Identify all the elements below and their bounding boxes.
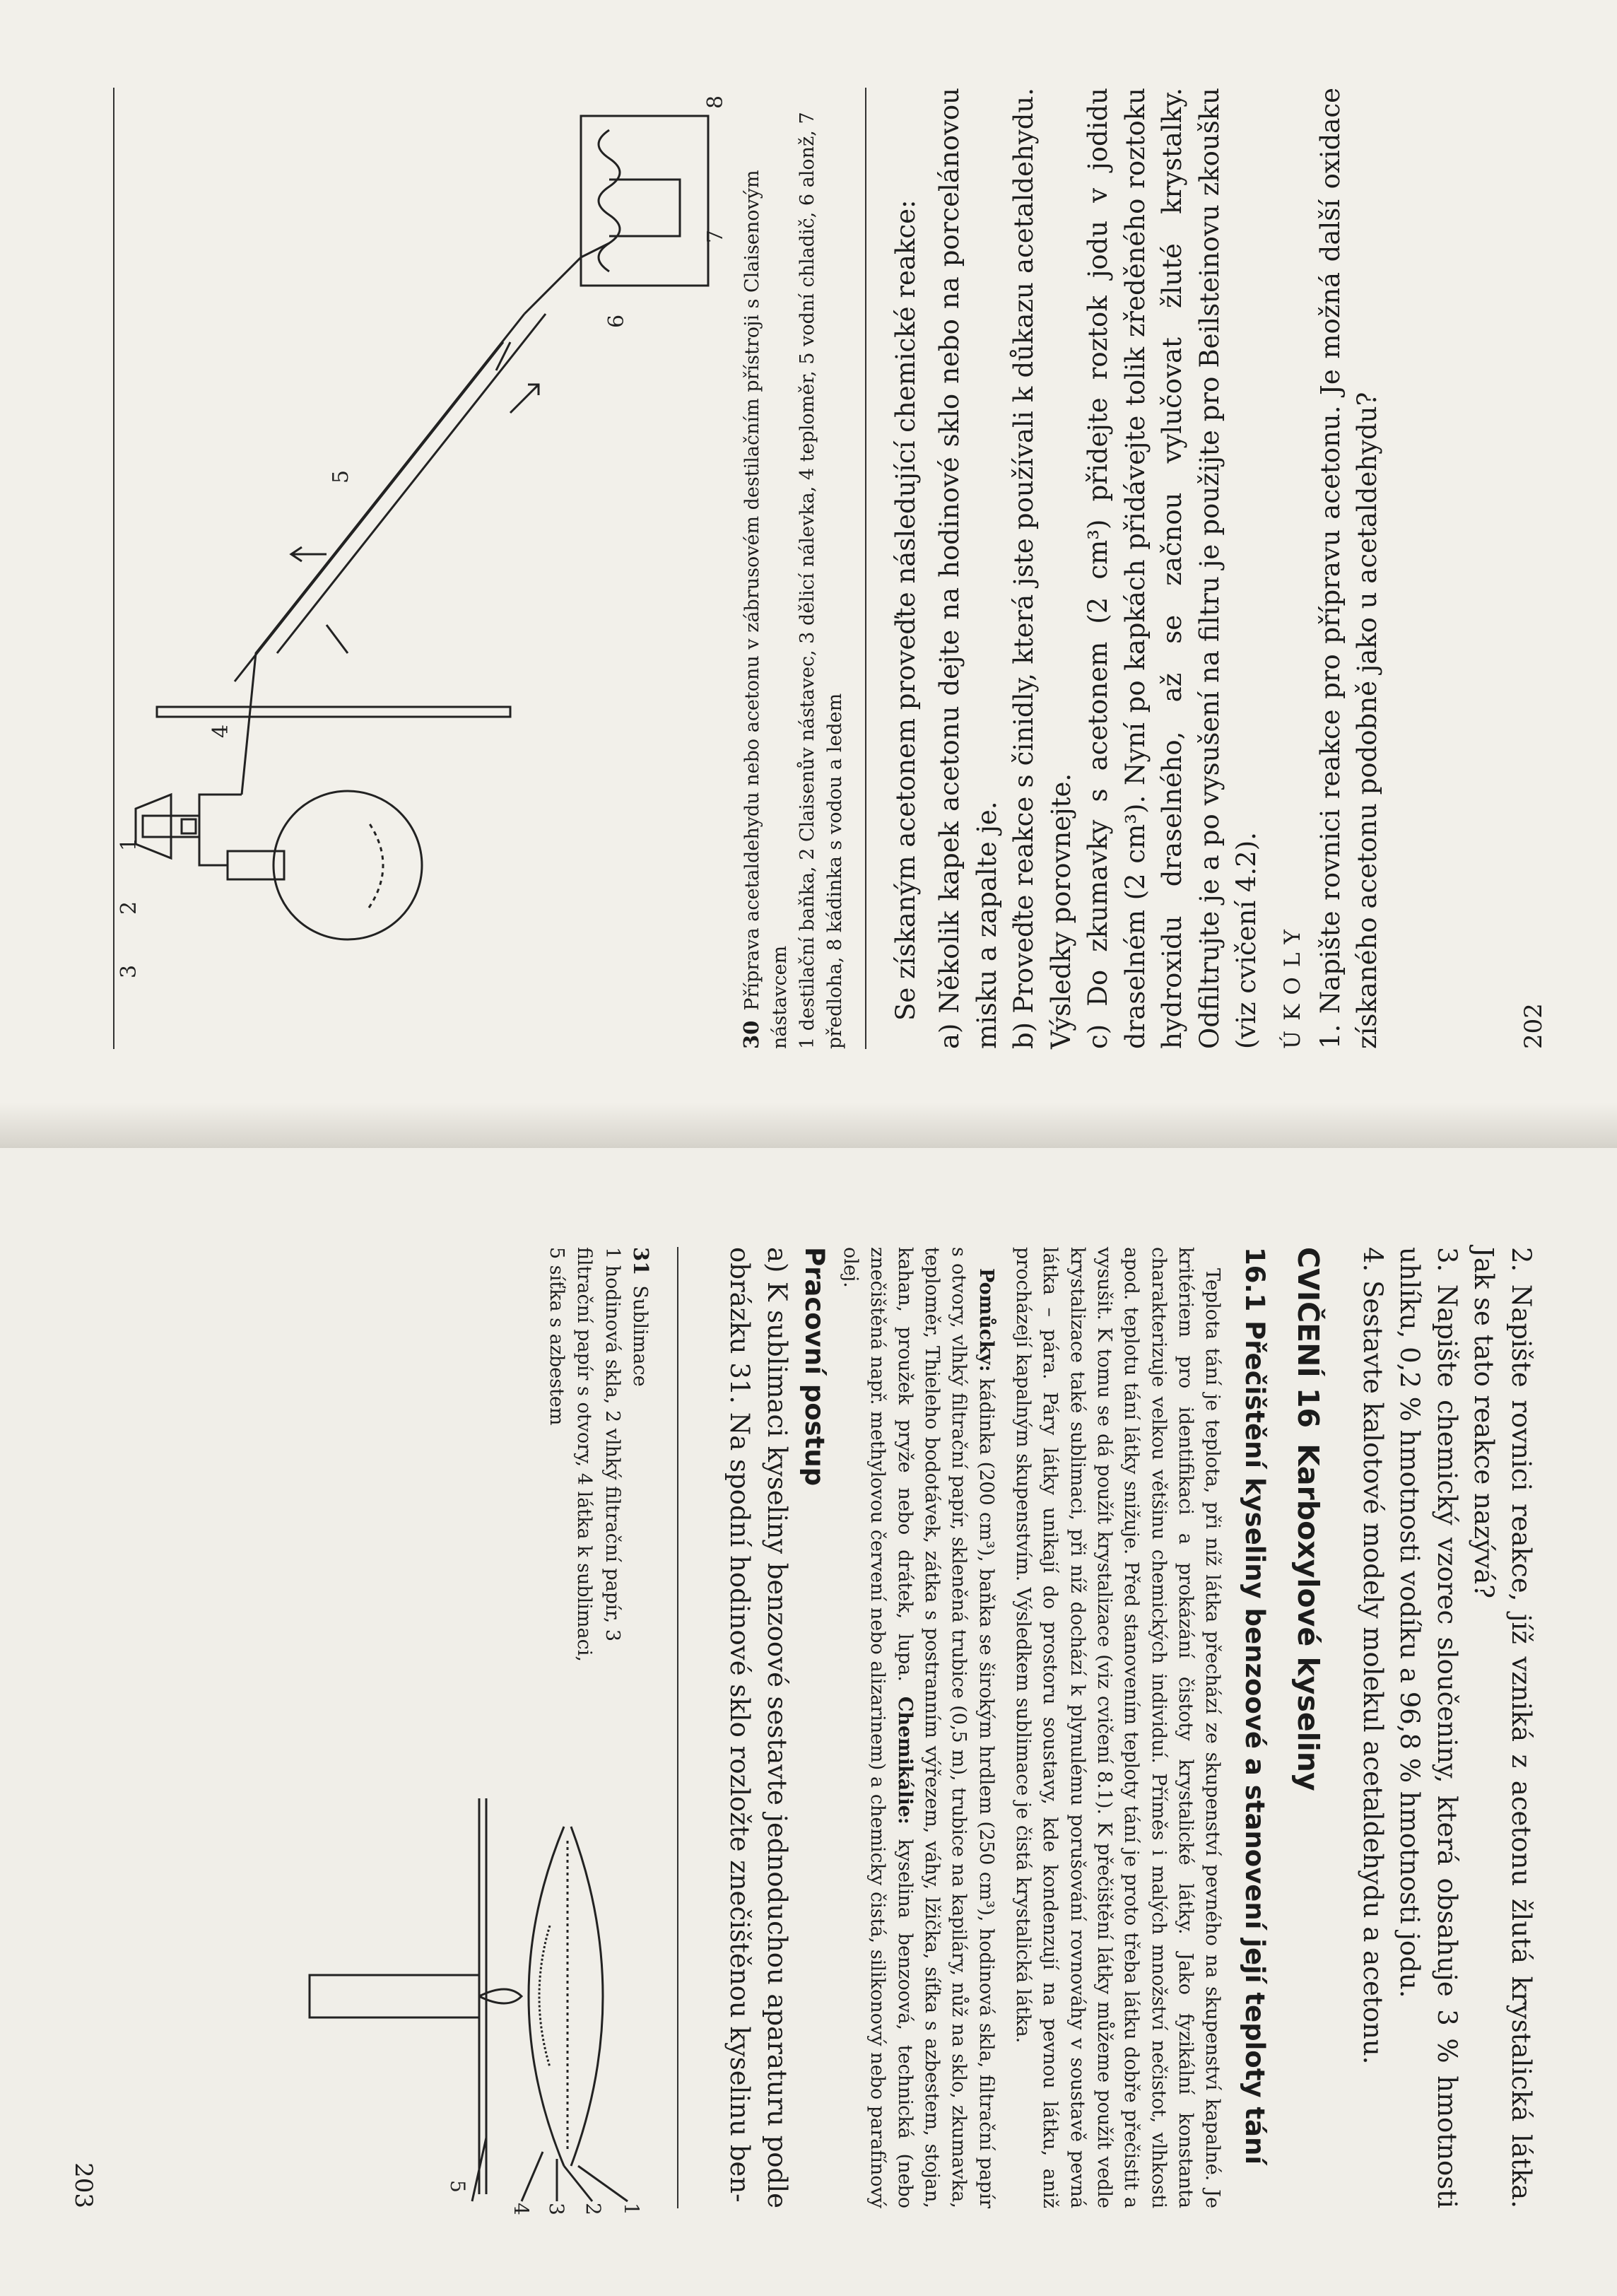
lower-watch-glass: [529, 1827, 564, 2166]
thermometer: [157, 707, 510, 717]
fig30-label-2: 2: [117, 901, 141, 915]
upper-watch-glass: [571, 1827, 603, 2166]
exercise-heading: [1291, 1247, 1325, 2208]
fig30-label-8: 8: [703, 95, 728, 109]
section-title: 16.1 Přečištění kyseliny benzoové a stanovení její teploty tání: [1240, 1247, 1271, 2165]
reaction-a: a) Několik kapek acetonu dejte na hodinové sklo nebo na porcelánovou misku a zapalte je.: [934, 88, 1002, 1049]
fig30-label-5: 5: [329, 469, 353, 484]
task-3: 3. Napište chemický vzorec sloučeniny, která obsahuje 3 % hmotnosti uhlíku, 0,2 % hmotnosti vodíku a 96,8 % hmotnosti jodu.: [1394, 1247, 1462, 2208]
figure-31-legend: 1 hodinová skla, 2 vlhký filtrační papír, 3 filtrační papír s otvory, 4 látka k sublimaci, 5 síťka s azbestem: [546, 1247, 623, 1662]
figure-31-rule: [677, 1247, 678, 2208]
task-2: 2. Napište rovnici reakce, jíž vzniká z acetonu žlutá krystalická látka. Jak se tato reakce nazývá?: [1469, 1247, 1536, 2208]
pomucky-label: Pomůcky:: [975, 1268, 997, 1372]
fig31-label-4: 4: [509, 2203, 533, 2215]
chemikalie-text: kyselina benzoová, technická (nebo znečištěná např. methylovou červení nebo alizarinem) a chemicky čistá, silikonový nebo parafínový olej.: [840, 1247, 916, 2208]
figure-31-title: Sublimace: [628, 1285, 651, 1387]
reaction-b: b) Proveďte reakce s činidly, která jste používali k důkazu acetaldehydu. Výsledky porovnejte.: [1009, 88, 1076, 1049]
postup-a: a) K sublimaci kyseliny benzoové sestavte jednoduchou aparaturu podle obrázku 31. Na spodní hodinové sklo rozložte znečištěnou kyselinu ben-: [724, 1247, 792, 2208]
distillation-flask: [274, 791, 422, 939]
figure-30-distillation-apparatus: [114, 88, 736, 1049]
chemikalie-label: Chemikálie:: [893, 1696, 916, 1824]
page-number-203: 203: [69, 2162, 98, 2208]
right-page-scan: [0, 1148, 1617, 2296]
figure-30-title: Příprava acetaldehydu nebo acetonu v zábrusovém destilačním přístroji s Claisenovým nástavcem: [741, 170, 792, 1049]
fig30-label-4: 4: [208, 724, 233, 738]
fig30-label-7: 7: [703, 229, 728, 243]
caption-rule: [865, 88, 866, 1049]
pomucky-text: kádinka (200 cm³), baňka se širokým hrdlem (250 cm³), hodinová skla, filtrační papír s otvory, vlhký filtrační papír, skleněná trubice (0,5 m), trubice na kapiláry, nůž na sklo, zkumavka, teploměr, Thieleho bodotávek, zátka s postranním výřezem, váhy, lžička, síťka s azbestem, stojan, kahan, proužek pryže nebo drátek, lupa.: [893, 1247, 997, 2208]
fig30-label-1: 1: [117, 837, 141, 851]
burner: [310, 1975, 479, 2017]
figure-31-caption: [543, 1247, 656, 1671]
figure-30-legend: 1 destilační baňka, 2 Claisenův nástavec, 3 dělicí nálevka, 4 teploměr, 5 vodní chladič, 6 alonž, 7 předloha, 8 kádinka s vodou a ledem: [796, 112, 847, 1049]
reaction-c: c) Do zkumavky s acetonem (2 cm³) přidejte roztok jodu v jodidu draselném (2 cm³). Nyní po kapkách přidávejte tolik zředěného roztoku hydroxidu draselného, až se začnou vylučovat žluté krystalky. Odfiltrujte je a po vysušení na filtru je použijte pro Beilsteinovu zkoušku (viz cvičení 4.2).: [1083, 88, 1262, 1049]
ukoly-heading: ÚKOLY: [1279, 920, 1305, 1049]
figure-30-caption: [736, 88, 794, 1049]
figure-31: [196, 1247, 656, 2215]
task-1: 1. Napište rovnici reakce pro přípravu acetonu. Je možná další oxidace získaného acetonu podobně jako u acetaldehydu?: [1315, 88, 1383, 1049]
page-number-202: 202: [1519, 1003, 1548, 1049]
postup-heading: Pracovní postup: [799, 1247, 830, 1487]
exercise-title: Karboxylové kyseliny: [1291, 1443, 1326, 1791]
fig31-label-2: 2: [581, 2203, 605, 2215]
fig30-label-6: 6: [604, 314, 629, 328]
theory-text: Teplota tání je teplota, při níž látka přechází ze skupenství pevného na skupenství kapalné. Je kritériem pro identifikaci a prokázání čistoty krystalické látky. Jako fyzikální konstanta charakterizuje velkou většinu chemických individuí. Příměs i malých množství nečistot, vlhkosti apod. teplotu tání látky snižuje. Před stanovením teploty tání je proto třeba látku dobře přečistit a vysušit. K tomu se dá použít krystalizace (viz cvičení 8.1). K přečištění látky můžeme použít vedle krystalizace také sublimaci, při níž dochází k plynulému porušování rovnováhy v soustavě pevná látka – pára. Páry látky unikají do prostoru soustavy, kde kondenzují na pevnou látku, aniž procházejí kapalným skupenstvím. Výsledkem sublimace je čistá krystalická látka.: [1012, 1247, 1224, 2208]
reactions-intro: Se získaným acetonem proveďte následující chemické reakce:: [890, 199, 921, 1021]
distillation-apparatus-drawing: [114, 88, 736, 1049]
exercise-label: CVIČENÍ 16: [1291, 1247, 1326, 1429]
pomucky-paragraph: [837, 1247, 999, 2208]
page-203: [0, 1148, 1617, 2296]
fig31-label-5: 5: [445, 2180, 469, 2193]
condenser-inner: [242, 314, 524, 795]
figure-30-number: 30: [739, 1020, 763, 1049]
fig31-label-3: 3: [544, 2203, 568, 2215]
fig31-label-1: 1: [619, 2203, 643, 2215]
task-4: 4. Sestavte kalotové modely molekul acetaldehydu a acetonu.: [1357, 1247, 1388, 2065]
figure-31-number: 31: [628, 1247, 653, 1276]
fig30-label-3: 3: [117, 964, 141, 978]
sublimation-apparatus-drawing: [218, 1784, 656, 2215]
